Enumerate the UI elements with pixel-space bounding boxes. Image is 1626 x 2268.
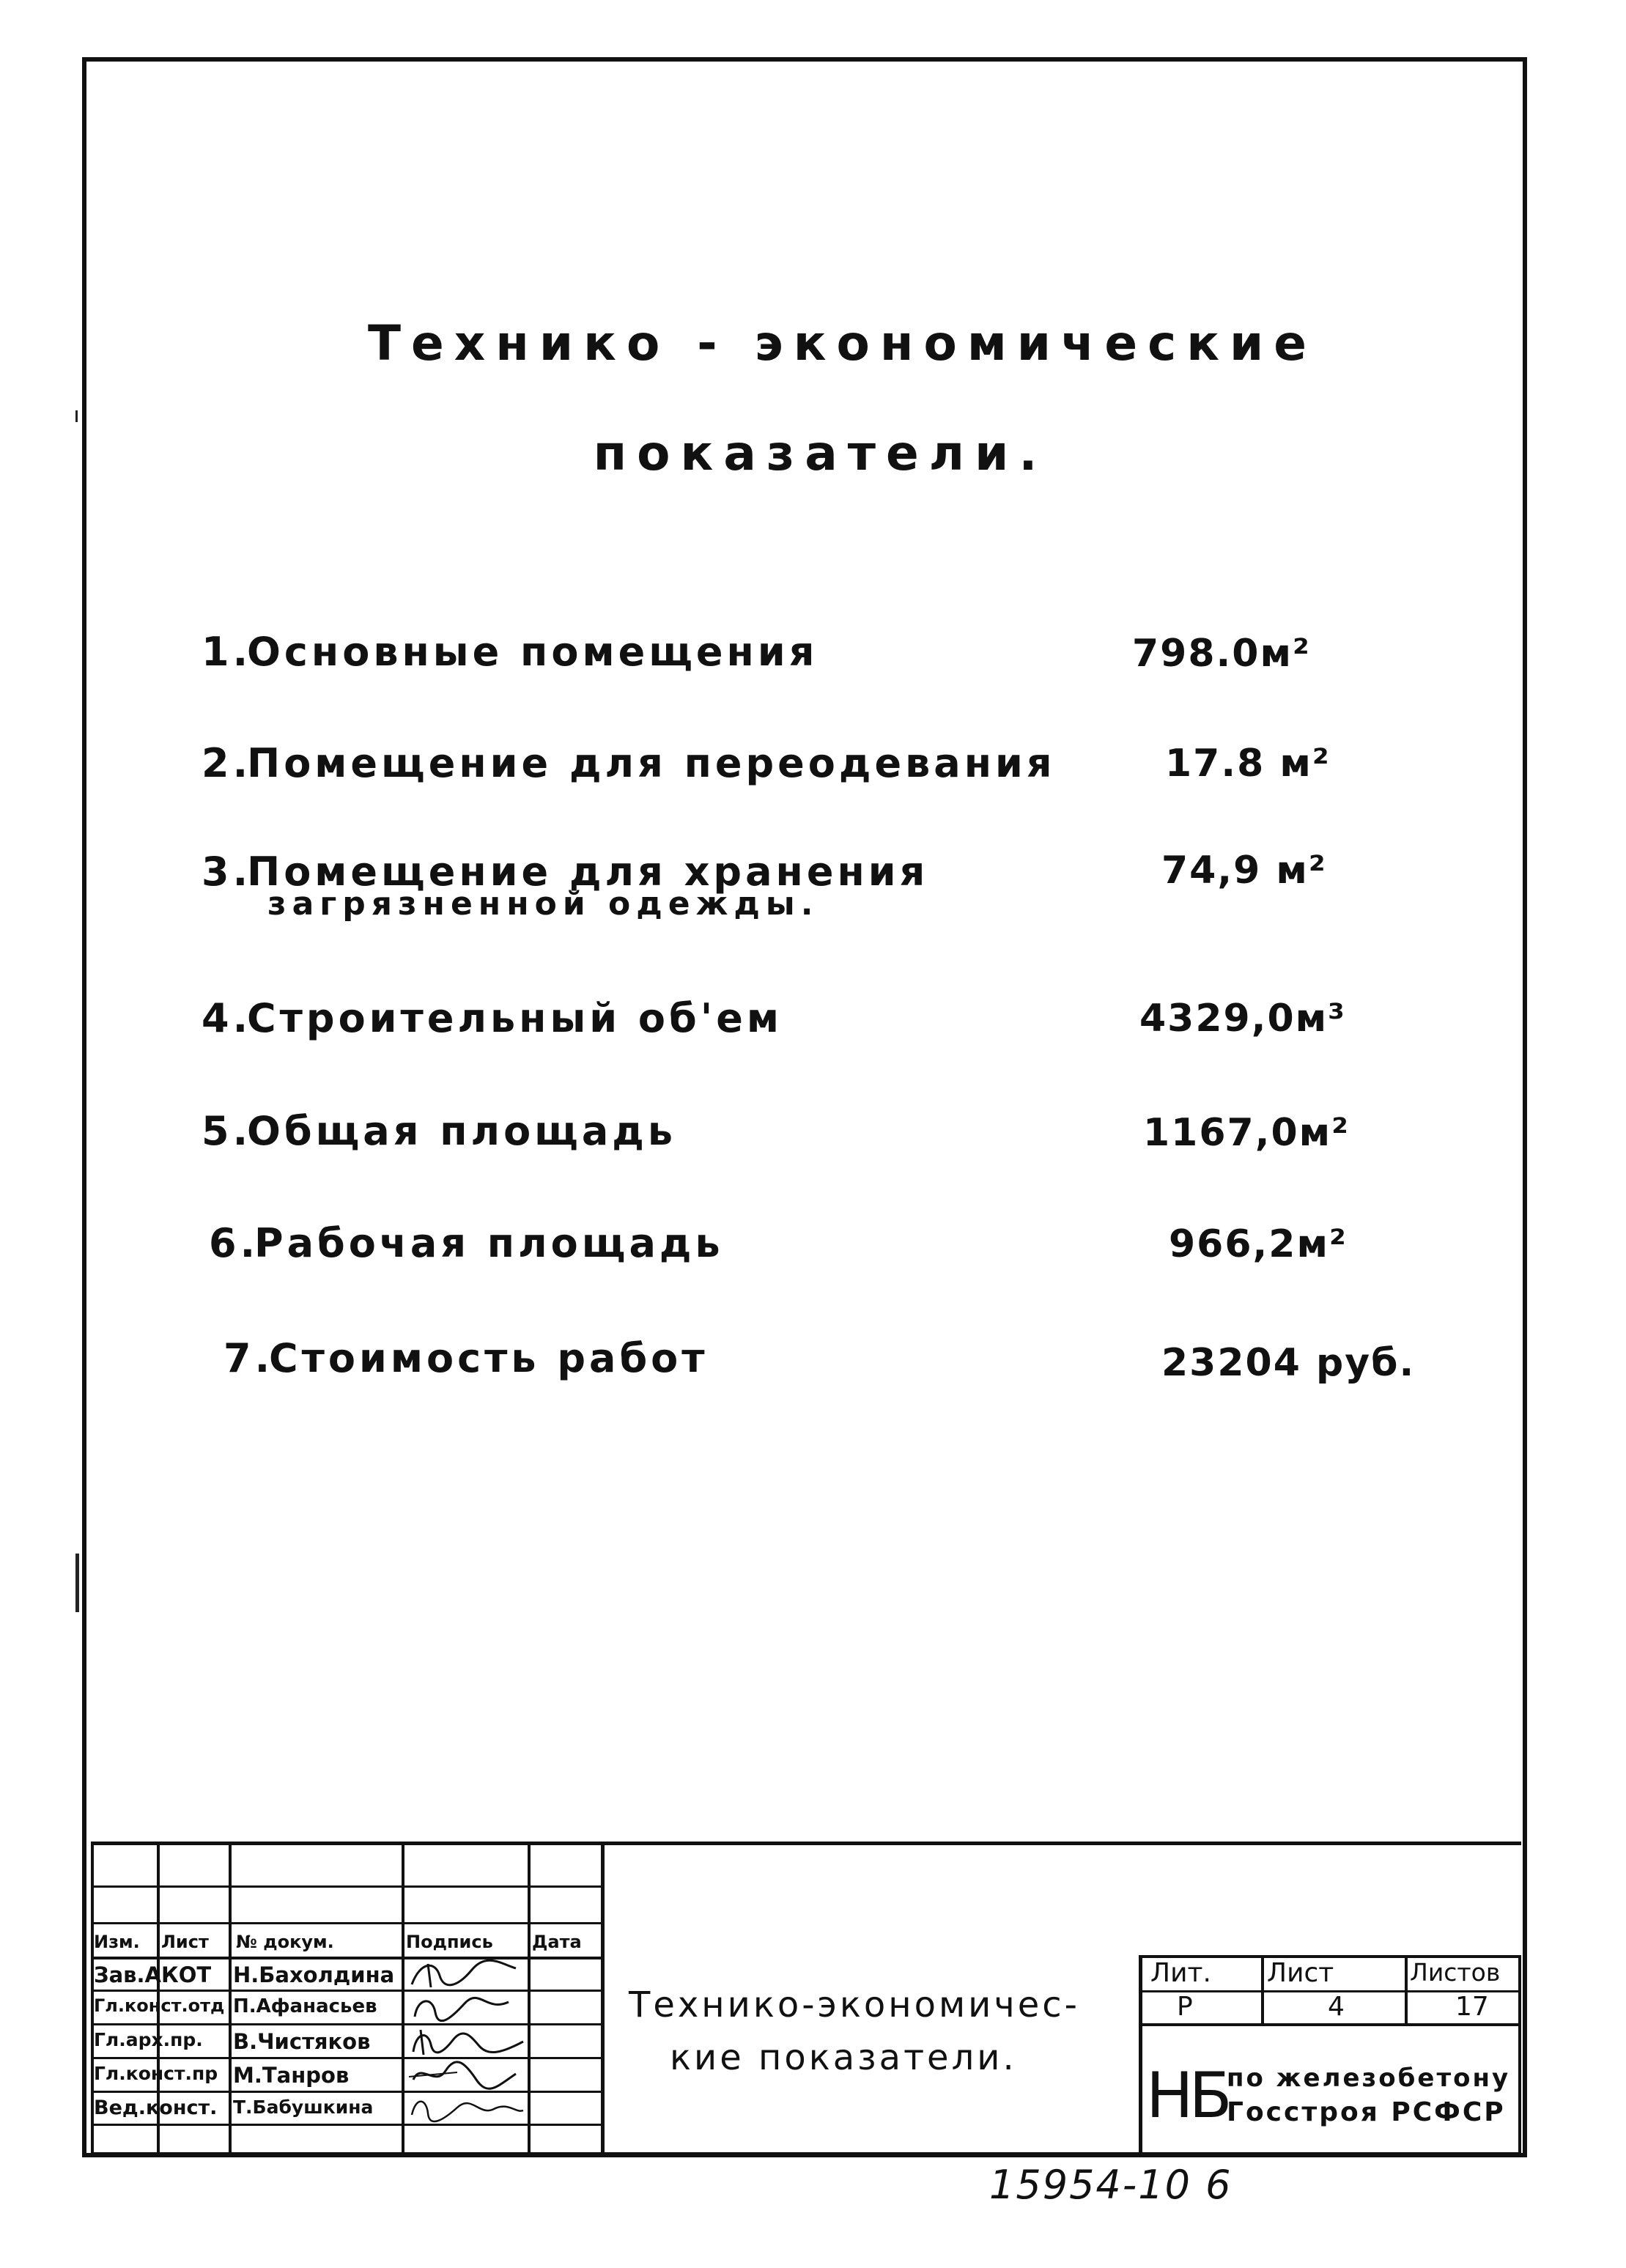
indicator-label xyxy=(209,1220,724,1266)
indicator-text: Общая площадь xyxy=(247,1108,677,1154)
binding-mark xyxy=(75,1554,79,1612)
signature-graphic xyxy=(406,1955,523,1992)
indicator-text: Помещение для хранения xyxy=(247,849,929,895)
row-name: П.Афанасьев xyxy=(233,1995,377,2017)
org-line1: по железобетону xyxy=(1227,2064,1511,2093)
header-change: Изм. xyxy=(94,1932,140,1952)
row-role: Гл.конст.отд xyxy=(94,1995,225,2016)
indicator-value: 798.0м² xyxy=(1132,632,1311,676)
lit-label: Лит. xyxy=(1150,1958,1211,1988)
lit-value: Р xyxy=(1177,1992,1193,2022)
indicator-value: 1167,0м² xyxy=(1143,1111,1350,1155)
indicator-value: 23204 руб. xyxy=(1161,1341,1416,1385)
indicator-number: 7. xyxy=(223,1335,274,1381)
indicator-label xyxy=(202,1108,676,1154)
indicator-value: 966,2м² xyxy=(1169,1222,1348,1266)
indicator-number: 5. xyxy=(202,1108,252,1154)
stamp-title-line2: кие показатели. xyxy=(670,2037,1017,2078)
sheets-label: Листов xyxy=(1410,1958,1501,1987)
row-name: В.Чистяков xyxy=(233,2029,371,2054)
header-sheet: Лист xyxy=(161,1932,209,1952)
indicator-text: Рабочая площадь xyxy=(254,1220,724,1266)
indicator-text: Основные помещения xyxy=(247,629,818,675)
row-name: М.Танров xyxy=(233,2063,350,2088)
row-role: Гл.конст.пр xyxy=(94,2063,218,2084)
header-date: Дата xyxy=(532,1932,582,1952)
sheet-number: 4 xyxy=(1328,1992,1345,2022)
indicator-text: Помещение для переодевания xyxy=(247,740,1056,786)
stamp-title-line1: Технико-экономичес- xyxy=(629,1984,1080,2025)
header-doc-number: № докум. xyxy=(236,1932,334,1952)
title-block xyxy=(91,1842,1521,2151)
indicator-number: 3. xyxy=(202,849,252,895)
org-line2: Госстроя РСФСР xyxy=(1227,2097,1506,2127)
row-role: Вед.конст. xyxy=(94,2097,218,2119)
signature-graphic xyxy=(406,2091,527,2125)
indicator-value: 74,9 м² xyxy=(1161,849,1327,893)
sheet-label: Лист xyxy=(1267,1958,1334,1988)
indicator-text: Строительный об'ем xyxy=(247,995,783,1041)
page-title-line1: Технико - экономические xyxy=(367,315,1318,372)
row-name: Т.Бабушкина xyxy=(233,2097,374,2118)
header-signature: Подпись xyxy=(406,1932,493,1952)
binding-mark xyxy=(75,410,78,422)
indicator-text-continued: загрязненной одежды. xyxy=(267,885,819,923)
row-name: Н.Бахолдина xyxy=(233,1962,395,1987)
indicator-number: 6. xyxy=(209,1220,259,1266)
indicator-label xyxy=(202,740,1056,786)
institute-logo: НБ xyxy=(1146,2059,1228,2132)
indicator-value: 17.8 м² xyxy=(1165,742,1331,786)
indicator-value: 4329,0м³ xyxy=(1139,997,1346,1041)
signature-graphic xyxy=(406,1990,523,2025)
document-code: 15954-10 6 xyxy=(989,2162,1233,2208)
row-role: Гл.арх.пр. xyxy=(94,2029,203,2050)
row-role: Зав.АКОТ xyxy=(94,1962,212,1987)
indicator-text: Стоимость работ xyxy=(269,1335,709,1381)
indicator-number: 4. xyxy=(202,995,252,1041)
sheets-count: 17 xyxy=(1455,1992,1489,2022)
indicator-label xyxy=(202,849,929,923)
indicator-label xyxy=(202,995,783,1041)
indicator-label xyxy=(223,1335,709,1381)
indicator-number: 1. xyxy=(202,629,252,675)
signature-graphic xyxy=(406,2058,523,2093)
signature-graphic xyxy=(406,2024,527,2059)
indicator-label xyxy=(202,629,818,675)
indicator-number: 2. xyxy=(202,740,252,786)
page-title-line2: показатели. xyxy=(593,425,1048,481)
